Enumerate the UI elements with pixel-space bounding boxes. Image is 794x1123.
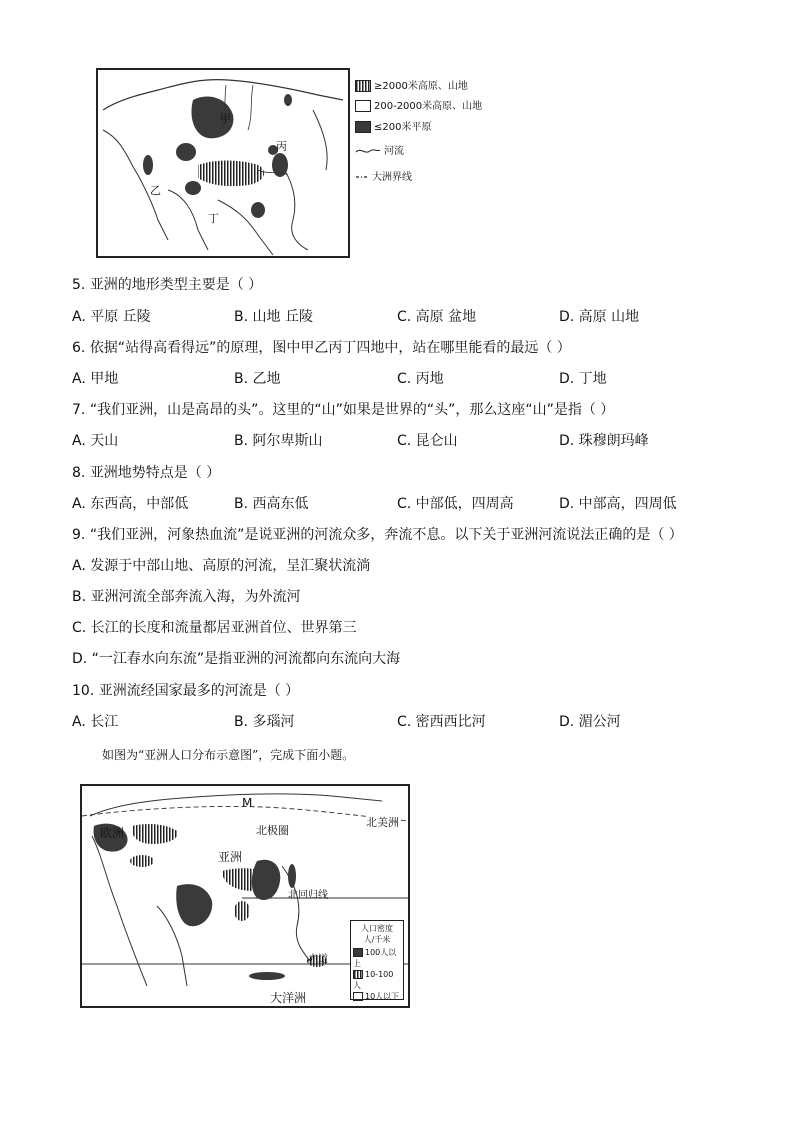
question-text: “我们亚洲，山是高昂的头”。这里的“山”如果是世界的“头”，那么这座“山”是指（ ） xyxy=(89,402,615,418)
striped-swatch-icon xyxy=(353,970,363,979)
option-d[interactable]: D. 中部高，四周低 xyxy=(559,496,677,512)
legend-title: 人口密度 人/千米 xyxy=(361,924,393,944)
option-c[interactable]: C. 丙地 xyxy=(397,371,444,387)
legend-item xyxy=(355,80,468,93)
option-b[interactable]: B. 多瑙河 xyxy=(234,714,295,730)
label-north-america: 北美洲 xyxy=(366,816,399,829)
population-legend xyxy=(350,920,404,1000)
option-a[interactable]: A. 长江 xyxy=(72,714,119,730)
asia-terrain-map xyxy=(96,68,350,258)
question-number: 7. xyxy=(72,402,86,418)
option-d[interactable]: D. 高原 山地 xyxy=(559,309,640,325)
question-number: 8. xyxy=(72,465,86,481)
question-number: 5. xyxy=(72,277,86,293)
question-text: 亚洲的地形类型主要是（ ） xyxy=(89,277,263,293)
question-6-stem xyxy=(72,339,571,357)
label-bing: 丙 xyxy=(276,140,287,153)
question-text: 依据“站得高看得远”的原理，图中甲乙丙丁四地中，站在哪里能看的最远（ ） xyxy=(89,340,571,356)
legend-item xyxy=(355,100,482,113)
legend-item xyxy=(355,146,404,158)
legend-label: 200-2000米高原、山地 xyxy=(374,101,483,112)
dark-swatch-icon xyxy=(353,948,363,957)
label-ding: 丁 xyxy=(208,212,219,225)
question-text: 亚洲地势特点是（ ） xyxy=(89,465,221,481)
legend-label: 大洲界线 xyxy=(372,172,412,183)
question-5-stem xyxy=(72,276,262,294)
question-number: 6. xyxy=(72,340,86,356)
option-c[interactable]: C. 昆仑山 xyxy=(397,433,458,449)
label-yi: 乙 xyxy=(150,184,161,197)
option-c[interactable]: C. 密西西比河 xyxy=(397,714,486,730)
legend-item xyxy=(353,969,401,991)
map-intro-text: 如图为“亚洲人口分布示意图”，完成下面小题。 xyxy=(102,748,355,762)
legend-item xyxy=(353,991,401,1002)
question-text: “我们亚洲，河象热血流”是说亚洲的河流众多，奔流不息。以下关于亚洲河流说法正确的是（ ） xyxy=(89,527,683,543)
option-a[interactable]: A. 甲地 xyxy=(72,371,119,387)
label-jia: 甲 xyxy=(220,112,231,125)
question-10-stem xyxy=(72,682,299,700)
option-c[interactable]: C. 中部低，四周高 xyxy=(397,496,514,512)
legend-item xyxy=(353,947,401,969)
option-b[interactable]: B. 西高东低 xyxy=(234,496,309,512)
option-a[interactable]: A. 发源于中部山地、高原的河流，呈汇聚状流淌 xyxy=(72,558,371,574)
empty-swatch-icon xyxy=(353,992,363,1001)
question-number: 9. xyxy=(72,527,86,543)
legend-label: 10-100人 xyxy=(353,970,394,990)
river-icon xyxy=(355,146,381,156)
legend-item xyxy=(355,121,431,134)
legend-item xyxy=(355,172,412,184)
option-a[interactable]: A. 天山 xyxy=(72,433,119,449)
label-equator: 赤道 xyxy=(308,954,328,965)
option-d[interactable]: D. 珠穆朗玛峰 xyxy=(559,433,649,449)
striped-swatch-icon xyxy=(355,80,371,92)
label-europe: 欧洲 xyxy=(100,826,125,840)
option-d[interactable]: D. 湄公河 xyxy=(559,714,621,730)
asia-terrain-map-drawing xyxy=(98,70,348,256)
dark-swatch-icon xyxy=(355,121,371,133)
option-d[interactable]: D. “一江春水向东流”是指亚洲的河流都向东流向大海 xyxy=(72,651,401,667)
option-d[interactable]: D. 丁地 xyxy=(559,371,607,387)
legend-label: 100人以上 xyxy=(353,948,397,968)
label-marker-m: M xyxy=(242,796,253,810)
option-a[interactable]: A. 平原 丘陵 xyxy=(72,309,151,325)
empty-swatch-icon xyxy=(355,100,371,112)
legend-label: ≤200米平原 xyxy=(374,122,432,133)
question-8-stem xyxy=(72,464,220,482)
option-b[interactable]: B. 山地 丘陵 xyxy=(234,309,313,325)
label-asia: 亚洲 xyxy=(218,850,243,864)
option-c[interactable]: C. 长江的长度和流量都居亚洲首位、世界第三 xyxy=(72,620,357,636)
boundary-icon xyxy=(355,172,369,182)
label-oceania: 大洋洲 xyxy=(270,991,307,1005)
option-c[interactable]: C. 高原 盆地 xyxy=(397,309,477,325)
option-b[interactable]: B. 亚洲河流全部奔流入海，为外流河 xyxy=(72,589,301,605)
question-9-stem xyxy=(72,526,683,544)
legend-label: ≥2000米高原、山地 xyxy=(374,81,468,92)
option-a[interactable]: A. 东西高，中部低 xyxy=(72,496,189,512)
question-text: 亚洲流经国家最多的河流是（ ） xyxy=(98,683,300,699)
label-tropic: 北回归线 xyxy=(288,890,328,901)
label-arctic: 北极圈 xyxy=(256,824,289,837)
question-number: 10. xyxy=(72,683,95,699)
legend-label: 10人以下 xyxy=(365,992,400,1001)
legend-label: 河流 xyxy=(384,146,404,157)
asia-population-map xyxy=(80,784,410,1008)
question-7-stem xyxy=(72,401,614,419)
option-b[interactable]: B. 阿尔卑斯山 xyxy=(234,433,323,449)
option-b[interactable]: B. 乙地 xyxy=(234,371,281,387)
